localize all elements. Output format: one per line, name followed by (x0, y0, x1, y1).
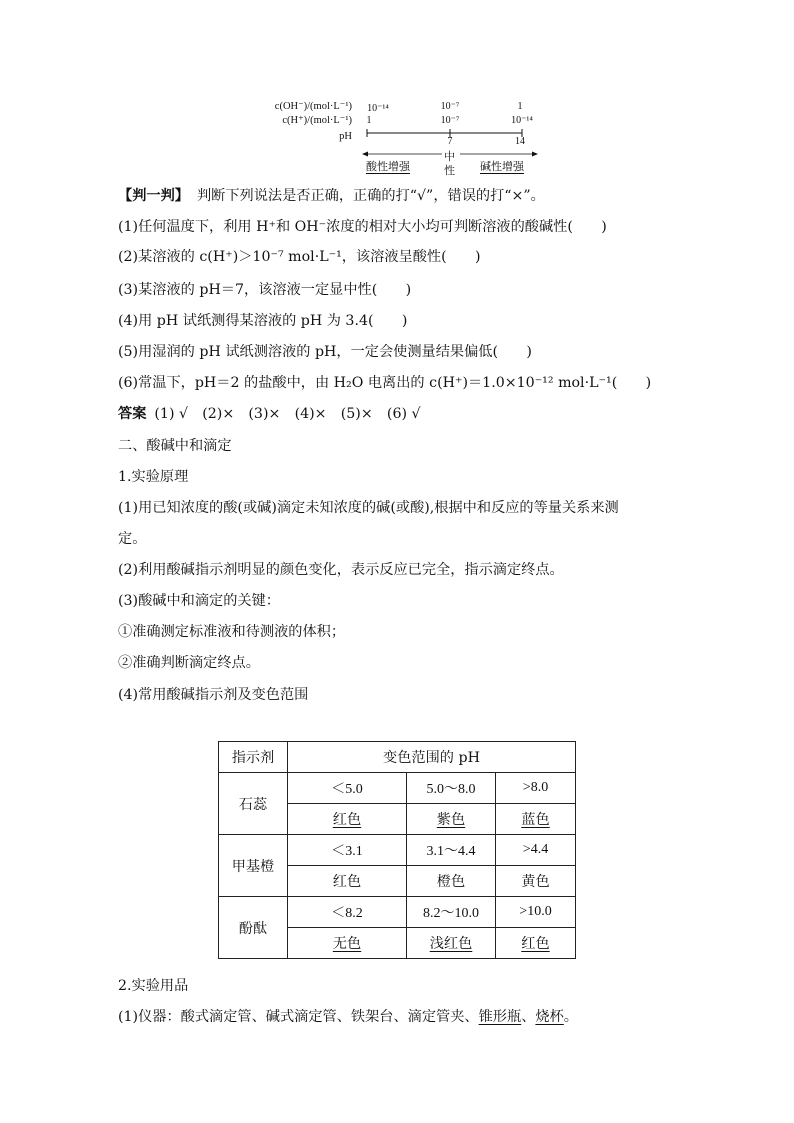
judge-heading-line (118, 187, 545, 205)
paragraph: (3)酸碱中和滴定的关键： (118, 593, 280, 609)
oh-value: 10⁻¹⁴ (367, 103, 389, 114)
range-cell: ＜3.1 (288, 835, 407, 866)
paragraph: (1)用已知浓度的酸(或碱)滴定未知浓度的碱(或酸),根据中和反应的等量关系来测 (118, 500, 619, 516)
underlined-answer: 锥形瓶 (478, 1009, 522, 1025)
neutral-label-top: 中 (444, 150, 455, 163)
color-cell: 红色 (288, 804, 407, 835)
color-cell: 无色 (288, 928, 407, 959)
list-item: ②准确判断滴定终点。 (118, 655, 260, 671)
ph-value: 7 (447, 136, 453, 147)
instruments-text: (1)仪器：酸式滴定管、碱式滴定管、铁架台、滴定管夹、 (118, 1009, 479, 1025)
color-cell: 红色 (496, 928, 576, 959)
color-cell: 蓝色 (496, 804, 576, 835)
indicator-name: 甲基橙 (219, 835, 288, 897)
color-cell: 黄色 (496, 866, 576, 897)
ph-value: 14 (515, 136, 525, 147)
judge-heading: 【判一判】 (118, 188, 189, 204)
oh-concentration-label: c(OH⁻)/(mol·L⁻¹) (274, 101, 352, 112)
indicator-name: 酚酞 (219, 897, 288, 959)
period: 。 (563, 1009, 578, 1025)
judge-item: (3)某溶液的 pH＝7，该溶液一定显中性( ) (118, 282, 412, 298)
neutral-label-bottom: 性 (444, 164, 455, 177)
section-title: 二、酸碱中和滴定 (118, 438, 232, 454)
list-item: ①准确测定标准液和待测液的体积； (118, 624, 346, 640)
judge-item: (5)用湿润的 pH 试纸测溶液的 pH，一定会使测量结果偏低( ) (118, 344, 532, 360)
color-cell: 橙色 (407, 866, 496, 897)
judge-instruction: 判断下列说法是否正确，正确的打“√”，错误的打“×”。 (196, 188, 545, 204)
header-indicator: 指示剂 (219, 742, 288, 773)
answer-line (118, 405, 421, 423)
color-cell: 红色 (288, 866, 407, 897)
judge-item: (4)用 pH 试纸测得某溶液的 pH 为 3.4( ) (118, 313, 408, 329)
h-value: 10⁻⁷ (440, 115, 460, 126)
ph-label: pH (339, 131, 352, 142)
range-cell: >4.4 (496, 835, 576, 866)
h-value: 10⁻¹⁴ (511, 115, 533, 126)
range-cell: 5.0～8.0 (407, 773, 496, 804)
answer-label: 答案 (118, 406, 147, 422)
subsection-title: 2.实验用品 (118, 978, 189, 994)
range-cell: >8.0 (496, 773, 576, 804)
judge-item: (2)某溶液的 c(H⁺)＞10⁻⁷ mol·L⁻¹，该溶液呈酸性( ) (118, 249, 481, 265)
table-row (219, 897, 576, 928)
indicator-name: 石蕊 (219, 773, 288, 835)
range-cell: >10.0 (496, 897, 576, 928)
indicator-table (218, 741, 576, 959)
instruments-line (118, 1008, 578, 1026)
color-cell: 紫色 (407, 804, 496, 835)
judge-item: (6)常温下，pH＝2 的盐酸中，由 H₂O 电离出的 c(H⁺)＝1.0×10⁻¹² mol·L⁻¹( ) (118, 375, 652, 391)
range-cell: ＜5.0 (288, 773, 407, 804)
judge-item: (1)任何温度下，利用 H⁺和 OH⁻浓度的相对大小均可判断溶液的酸碱性( ) (118, 219, 607, 235)
table-row (219, 773, 576, 804)
range-cell: 3.1～4.4 (407, 835, 496, 866)
paragraph: (4)常用酸碱指示剂及变色范围 (118, 687, 309, 703)
base-increase-label: 碱性增强 (480, 160, 524, 173)
ph-scale-diagram (250, 96, 550, 180)
paragraph-continued: 定。 (118, 531, 147, 547)
table-row (219, 835, 576, 866)
h-concentration-label: c(H⁺)/(mol·L⁻¹) (282, 115, 352, 126)
acid-increase-label: 酸性增强 (366, 160, 410, 173)
answer-text: (1) √ (2)× (3)× (4)× (5)× (6) √ (154, 406, 421, 422)
paragraph: (2)利用酸碱指示剂明显的颜色变化，表示反应已完全，指示滴定终点。 (118, 562, 564, 578)
color-cell: 浅红色 (407, 928, 496, 959)
range-cell: ＜8.2 (288, 897, 407, 928)
header-range: 变色范围的 pH (288, 742, 576, 773)
range-cell: 8.2～10.0 (407, 897, 496, 928)
oh-value: 10⁻⁷ (440, 101, 460, 112)
h-value: 1 (366, 115, 372, 126)
subsection-title: 1.实验原理 (118, 469, 189, 485)
table-header-row (219, 742, 576, 773)
underlined-answer: 烧杯 (535, 1009, 564, 1025)
oh-value: 1 (517, 101, 523, 112)
separator: 、 (521, 1009, 536, 1025)
